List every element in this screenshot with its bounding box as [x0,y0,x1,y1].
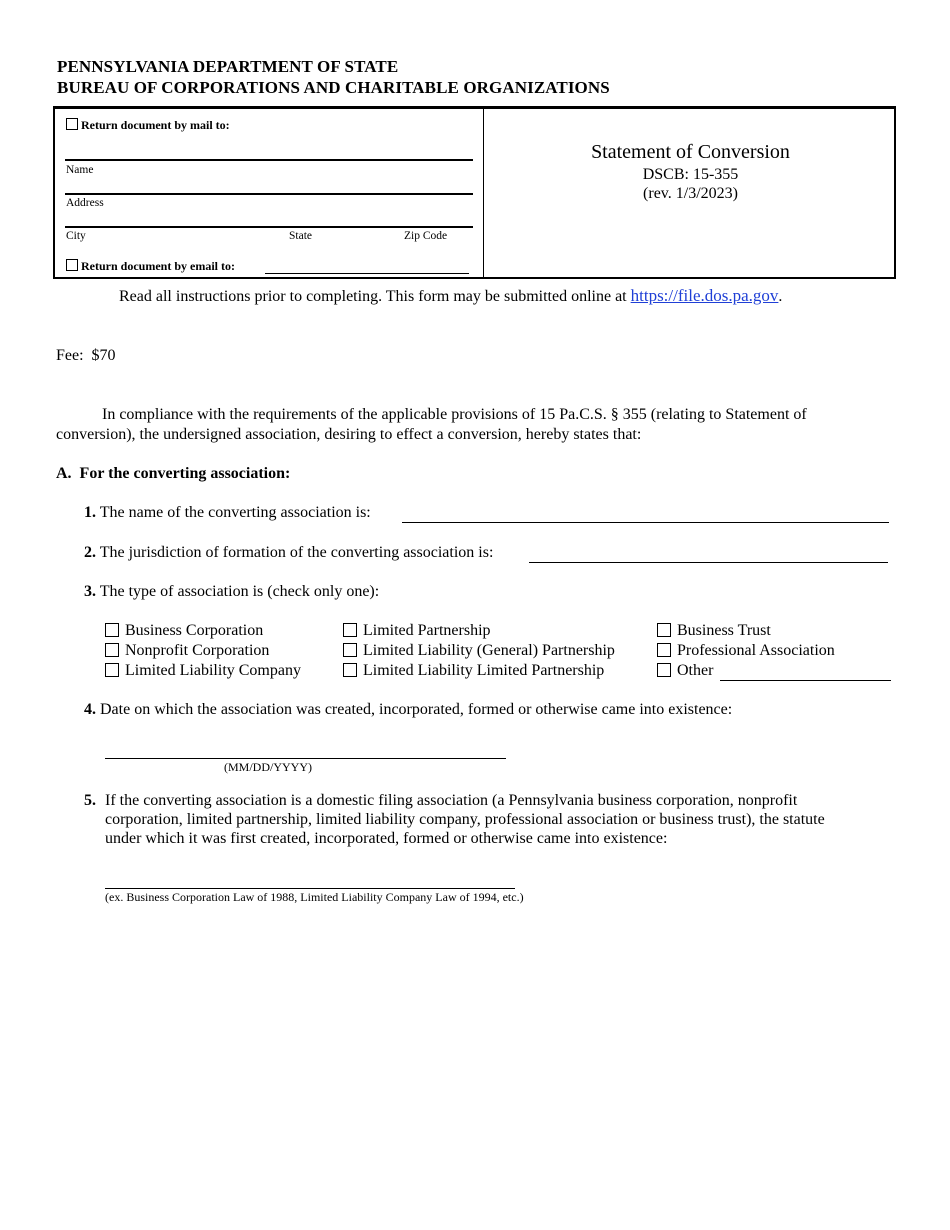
section-a-heading: A. For the converting association: [56,465,291,482]
creation-date-field[interactable] [105,758,506,759]
compliance-line-2: conversion), the undersigned association, desiring to effect a conversion, hereby states that: [56,426,642,443]
item-2 [84,544,493,562]
item-1-text: The name of the converting association is: [99,504,371,521]
option-lllp[interactable] [343,662,604,680]
option-professional-association[interactable] [657,642,835,660]
option-label: Limited Liability (General) Partnership [363,642,615,659]
zip-code-label: Zip Code [404,230,448,242]
checkbox[interactable] [657,623,671,637]
checkbox[interactable] [105,623,119,637]
item-3-number: 3. [84,583,96,600]
date-format-hint: (MM/DD/YYYY) [224,760,312,774]
item-1 [84,504,371,522]
return-by-mail-option[interactable] [66,118,230,133]
return-by-mail-checkbox[interactable] [66,118,78,130]
item-5-number: 5. [84,792,96,809]
option-nonprofit-corporation[interactable] [105,642,269,660]
name-field[interactable] [65,159,473,161]
checkbox[interactable] [343,643,357,657]
instructions-text: Read all instructions prior to completing. This form may be submitted online at [119,288,627,305]
option-limited-partnership[interactable] [343,622,491,640]
option-label: Professional Association [677,642,835,659]
item-4-number: 4. [84,701,96,718]
item-4-text: Date on which the association was created, incorporated, formed or otherwise came into existence: [100,701,733,718]
option-business-corporation[interactable] [105,622,263,640]
option-other[interactable] [657,662,713,680]
jurisdiction-field[interactable] [529,562,888,563]
instructions-period: . [778,288,783,305]
item-5-line-3: under which it was first created, incorporated, formed or otherwise came into existence: [105,830,668,847]
option-limited-liability-company[interactable] [105,662,301,680]
item-3 [84,583,379,601]
compliance-line-1: In compliance with the requirements of the applicable provisions of 15 Pa.C.S. § 355 (relating to Statement of [102,406,807,423]
checkbox[interactable] [657,663,671,677]
department-title: PENNSYLVANIA DEPARTMENT OF STATE [57,57,399,76]
checkbox[interactable] [105,643,119,657]
form-code: DSCB: 15-355 [642,166,739,183]
return-document-box [53,106,896,279]
form-revision: (rev. 1/3/2023) [643,185,738,202]
option-llp-general[interactable] [343,642,615,660]
address-field[interactable] [65,193,473,195]
item-2-text: The jurisdiction of formation of the converting association is: [99,544,494,561]
option-label: Limited Liability Limited Partnership [363,662,605,679]
email-field[interactable] [265,273,469,274]
item-5-line-2: corporation, limited partnership, limited liability company, professional association or business trust), the statute [105,811,825,828]
item-3-text: The type of association is (check only one): [99,583,380,600]
statute-example-hint: (ex. Business Corporation Law of 1988, Limited Liability Company Law of 1994, etc.) [105,890,524,904]
checkbox[interactable] [343,623,357,637]
option-label: Limited Liability Company [125,662,301,679]
address-label: Address [66,197,104,209]
online-filing-link[interactable]: https://file.dos.pa.gov [630,286,779,305]
return-by-email-label: Return document by email to: [81,259,235,273]
option-label: Limited Partnership [363,622,491,639]
checkbox[interactable] [105,663,119,677]
option-business-trust[interactable] [657,622,771,640]
item-2-number: 2. [84,544,96,561]
return-by-mail-label: Return document by mail to: [81,118,230,132]
city-state-zip-field[interactable] [65,226,473,228]
return-by-email-checkbox[interactable] [66,259,78,271]
checkbox[interactable] [343,663,357,677]
checkbox[interactable] [657,643,671,657]
instructions-line [119,286,782,306]
option-label: Other [677,662,714,679]
box-divider [483,109,484,277]
bureau-title: BUREAU OF CORPORATIONS AND CHARITABLE ORGANIZATIONS [57,78,610,97]
option-label: Business Corporation [125,622,264,639]
option-label: Business Trust [677,622,771,639]
other-type-field[interactable] [720,680,891,681]
state-label: State [289,230,312,242]
option-label: Nonprofit Corporation [125,642,270,659]
item-4 [84,701,732,719]
item-5-line-1: If the converting association is a domestic filing association (a Pennsylvania business corporation, nonprofit [105,792,798,809]
association-name-field[interactable] [402,522,889,523]
statute-field[interactable] [105,888,515,889]
item-1-number: 1. [84,504,96,521]
name-label: Name [66,164,94,176]
form-title: Statement of Conversion [591,141,790,163]
fee-text: Fee: $70 [56,347,116,364]
city-label: City [66,230,86,242]
return-by-email-option[interactable] [66,259,235,274]
